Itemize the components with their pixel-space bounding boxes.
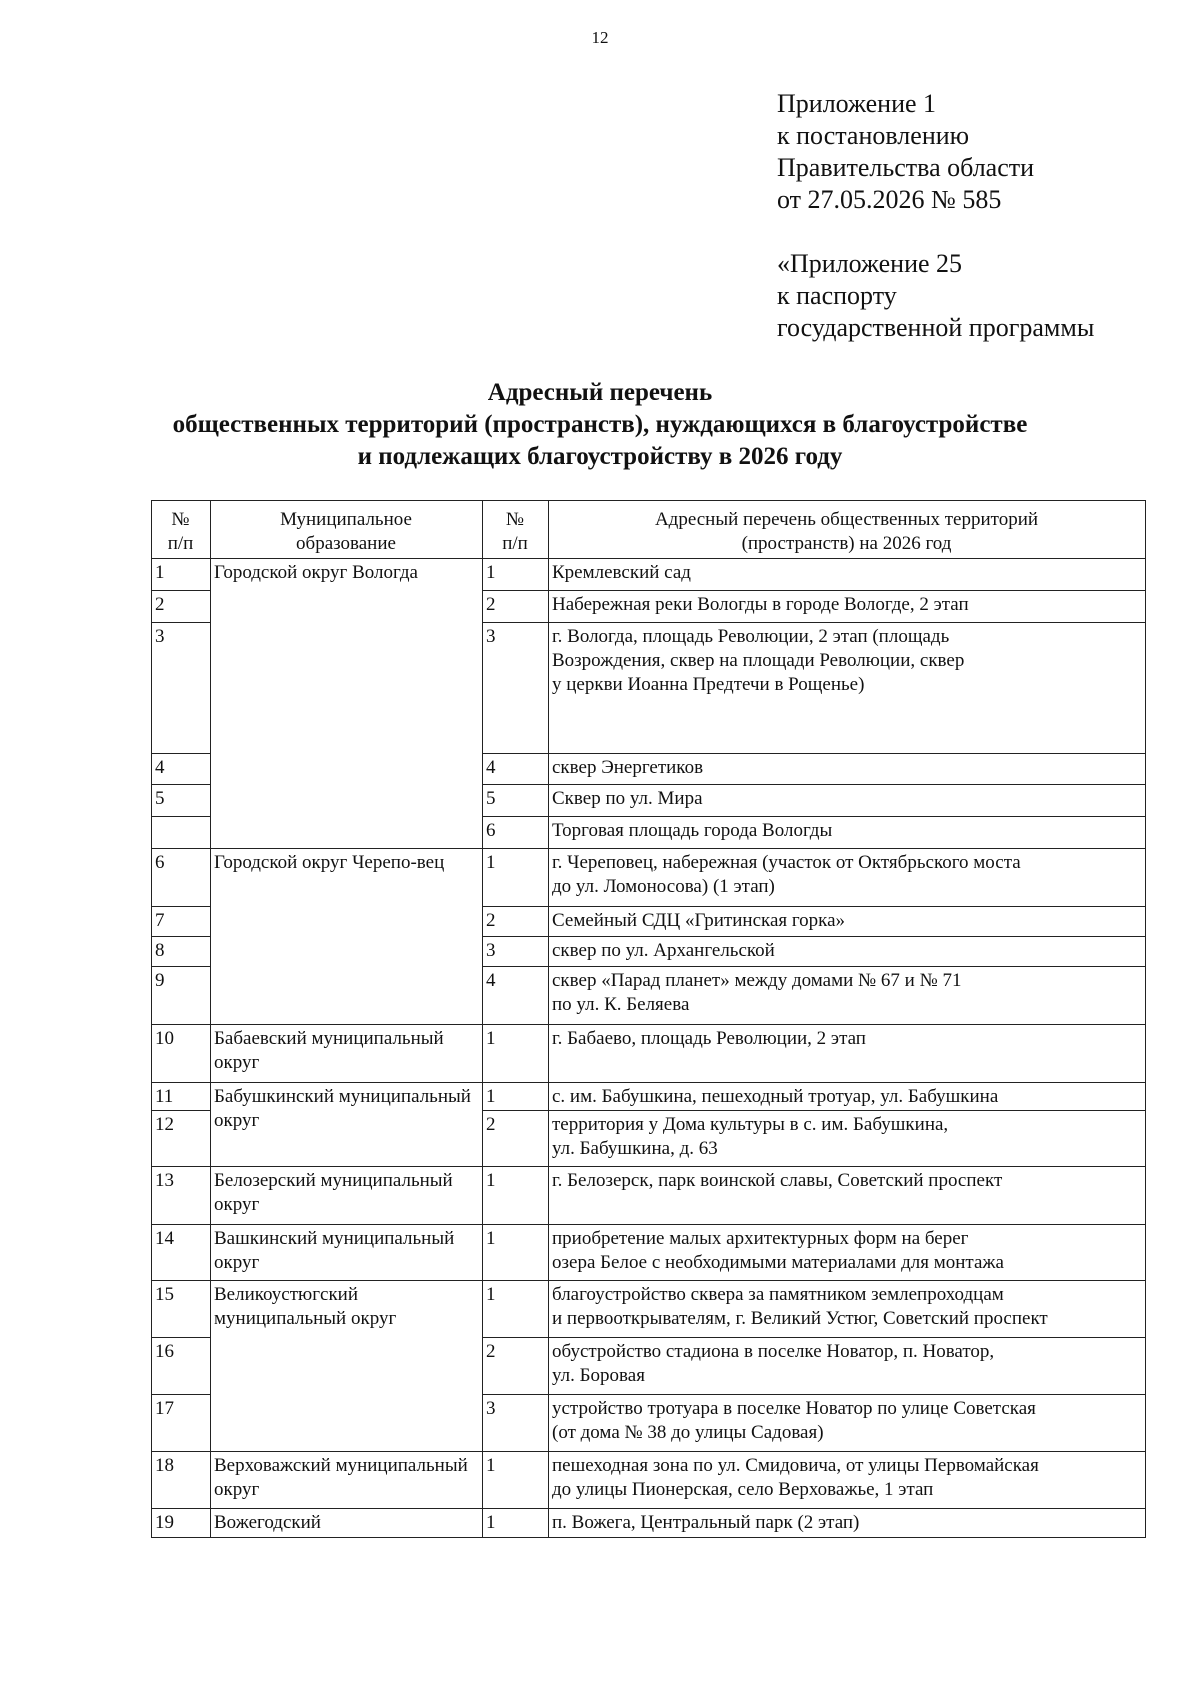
address-cell: Сквер по ул. Мира	[549, 785, 1146, 817]
municipality-cell: Вожегодский	[211, 1509, 483, 1538]
municipality-cell: Городской округ Черепо-вец	[211, 849, 483, 1025]
address-cell: Торговая площадь города Вологды	[549, 817, 1146, 849]
sub-number: 4	[483, 967, 549, 1025]
document-title	[0, 377, 1200, 473]
sub-number: 1	[483, 1281, 549, 1338]
address-cell: пешеходная зона по ул. Смидовича, от улицы Первомайская до улицы Пионерская, село Верховажье, 1 этап	[549, 1452, 1146, 1509]
sub-number: 1	[483, 1167, 549, 1225]
header-no: № п/п	[152, 501, 211, 559]
sub-number: 2	[483, 1338, 549, 1395]
page-number: 12	[591, 28, 609, 47]
annex-sub-line: государственной программы	[777, 313, 1095, 342]
row-number: 19	[152, 1509, 211, 1538]
address-cell: обустройство стадиона в поселке Новатор, п. Новатор, ул. Боровая	[549, 1338, 1146, 1395]
address-cell: сквер «Парад планет» между домами № 67 и № 71 по ул. К. Беляева	[549, 967, 1146, 1025]
sub-number: 1	[483, 1509, 549, 1538]
row-number: 13	[152, 1167, 211, 1225]
municipality-cell: Бабаевский муниципальный округ	[211, 1025, 483, 1083]
municipality-cell: Белозерский муниципальный округ	[211, 1167, 483, 1225]
row-number: 17	[152, 1395, 211, 1452]
table-row	[152, 1167, 1146, 1225]
sub-number: 1	[483, 559, 549, 591]
address-cell: приобретение малых архитектурных форм на берег озера Белое с необходимыми материалами для монтажа	[549, 1225, 1146, 1281]
municipality-cell: Городской округ Вологда	[211, 559, 483, 849]
annex-sub-line: «Приложение 25	[777, 249, 963, 278]
annex-line: от 27.05.2026 № 585	[777, 185, 1002, 214]
address-cell: устройство тротуара в поселке Новатор по улице Советская (от дома № 38 до улицы Садовая)	[549, 1395, 1146, 1452]
title-line: Адресный перечень	[487, 379, 713, 406]
row-number: 9	[152, 967, 211, 1025]
address-cell: территория у Дома культуры в с. им. Бабушкина, ул. Бабушкина, д. 63	[549, 1111, 1146, 1167]
row-number: 2	[152, 591, 211, 623]
annex-header	[777, 88, 1034, 216]
territories-table	[151, 500, 1146, 1538]
row-number: 10	[152, 1025, 211, 1083]
sub-number: 2	[483, 591, 549, 623]
sub-number: 3	[483, 937, 549, 967]
row-number	[152, 817, 211, 849]
municipality-cell: Великоустюгский муниципальный округ	[211, 1281, 483, 1452]
table-row	[152, 1281, 1146, 1338]
address-cell: г. Череповец, набережная (участок от Октябрьского моста до ул. Ломоносова) (1 этап)	[549, 849, 1146, 907]
title-line: и подлежащих благоустройству в 2026 году	[357, 443, 843, 470]
address-cell: п. Вожега, Центральный парк (2 этап)	[549, 1509, 1146, 1538]
row-number: 12	[152, 1111, 211, 1167]
annex-sub-line: к паспорту	[777, 281, 897, 310]
address-cell: Семейный СДЦ «Гритинская горка»	[549, 907, 1146, 937]
municipality-cell: Вашкинский муниципальный округ	[211, 1225, 483, 1281]
row-number: 5	[152, 785, 211, 817]
annex-line: Приложение 1	[777, 89, 937, 118]
sub-number: 1	[483, 1083, 549, 1111]
sub-number: 1	[483, 1452, 549, 1509]
row-number: 8	[152, 937, 211, 967]
sub-number: 5	[483, 785, 549, 817]
sub-number: 2	[483, 907, 549, 937]
annex-line: Правительства области	[777, 153, 1035, 182]
table-row	[152, 849, 1146, 907]
header-address: Адресный перечень общественных территорий (пространств) на 2026 год	[549, 501, 1146, 559]
address-cell: г. Белозерск, парк воинской славы, Советский проспект	[549, 1167, 1146, 1225]
annex-sub-header	[777, 248, 1094, 344]
municipality-cell: Верховажский муниципальный округ	[211, 1452, 483, 1509]
sub-number: 3	[483, 623, 549, 754]
sub-number: 3	[483, 1395, 549, 1452]
row-number: 15	[152, 1281, 211, 1338]
sub-number: 4	[483, 754, 549, 785]
table-row	[152, 1225, 1146, 1281]
row-number: 1	[152, 559, 211, 591]
sub-number: 1	[483, 1025, 549, 1083]
address-cell: Набережная реки Вологды в городе Вологде, 2 этап	[549, 591, 1146, 623]
row-number: 3	[152, 623, 211, 754]
table-row	[152, 1083, 1146, 1111]
address-cell: благоустройство сквера за памятником землепроходцам и первооткрывателям, г. Великий Устюг, Советский проспект	[549, 1281, 1146, 1338]
header-municipality: Муниципальное образование	[211, 501, 483, 559]
sub-number: 1	[483, 849, 549, 907]
table-row	[152, 559, 1146, 591]
table-row	[152, 1452, 1146, 1509]
row-number: 14	[152, 1225, 211, 1281]
row-number: 6	[152, 849, 211, 907]
title-line: общественных территорий (пространств), нуждающихся в благоустройстве	[172, 411, 1028, 438]
table-header-row	[152, 501, 1146, 559]
address-cell: сквер Энергетиков	[549, 754, 1146, 785]
row-number: 16	[152, 1338, 211, 1395]
table-row	[152, 1025, 1146, 1083]
row-number: 11	[152, 1083, 211, 1111]
address-cell: с. им. Бабушкина, пешеходный тротуар, ул. Бабушкина	[549, 1083, 1146, 1111]
address-cell: г. Вологда, площадь Революции, 2 этап (площадь Возрождения, сквер на площади Революции, сквер у церкви Иоанна Предтечи в Рощенье)	[549, 623, 1146, 754]
sub-number: 1	[483, 1225, 549, 1281]
address-cell: Кремлевский сад	[549, 559, 1146, 591]
row-number: 18	[152, 1452, 211, 1509]
row-number: 7	[152, 907, 211, 937]
sub-number: 6	[483, 817, 549, 849]
header-sub-no: № п/п	[483, 501, 549, 559]
address-cell: сквер по ул. Архангельской	[549, 937, 1146, 967]
row-number: 4	[152, 754, 211, 785]
sub-number: 2	[483, 1111, 549, 1167]
municipality-cell: Бабушкинский муниципальный округ	[211, 1083, 483, 1167]
annex-line: к постановлению	[777, 121, 970, 150]
table-row	[152, 1509, 1146, 1538]
address-cell: г. Бабаево, площадь Революции, 2 этап	[549, 1025, 1146, 1083]
